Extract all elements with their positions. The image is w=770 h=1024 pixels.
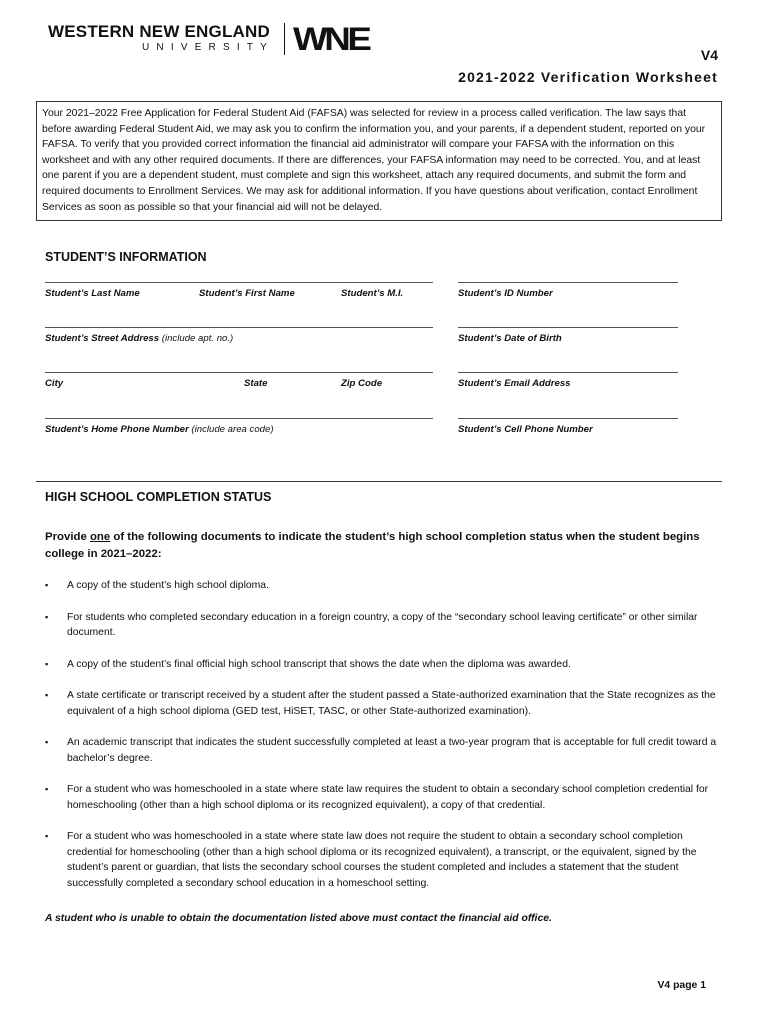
city-label: City bbox=[45, 378, 64, 389]
home-phone-label bbox=[45, 424, 274, 435]
street-address-note: (include apt. no.) bbox=[161, 333, 234, 344]
document-header bbox=[458, 46, 718, 86]
student-info-heading: STUDENT’S INFORMATION bbox=[45, 250, 207, 264]
document-title: 2021-2022 Verification Worksheet bbox=[458, 69, 718, 85]
version-label: V4 bbox=[700, 47, 718, 63]
home-phone-note: (include area code) bbox=[191, 424, 274, 435]
list-item-text: A state certificate or transcript received by a student after the student passed a State-authorized examination that the State recognizes as the equivalent of a high school diploma (GED test, HiSET, TASC, or other State-authorized examination). bbox=[67, 690, 716, 717]
logo-mark: WNE bbox=[293, 21, 369, 57]
document-options-list bbox=[45, 578, 725, 891]
email-label: Student’s Email Address bbox=[458, 378, 571, 389]
list-item-text: A copy of the student’s high school diploma. bbox=[67, 580, 269, 591]
list-item bbox=[45, 657, 725, 673]
first-name-label: Student’s First Name bbox=[199, 288, 295, 299]
id-number-field-line[interactable] bbox=[458, 282, 678, 283]
bullet-icon: ▪ bbox=[45, 737, 49, 747]
logo-line2: UNIVERSITY bbox=[142, 42, 275, 53]
list-item bbox=[45, 578, 725, 594]
list-item bbox=[45, 610, 725, 641]
list-item-text: A copy of the student’s final official high school transcript that shows the date when the diploma was awarded. bbox=[67, 658, 571, 670]
bullet-icon: ▪ bbox=[45, 611, 49, 622]
street-address-field-line[interactable] bbox=[45, 327, 433, 328]
intro-text-box: Your 2021–2022 Free Application for Federal Student Aid (FAFSA) was selected for review in a process called verification. The law says that before awarding Federal Student Aid, we may ask you to confirm the information you, and your parents, if a dependent student, reported on your FAFSA. To verify that you provided correct information the financial aid administrator will compare your FAFSA with the information on this worksheet and with any other required documents. If there are differences, your FAFSA information may need to be corrected. You, and at least one parent if you are a dependent student, must complete and sign this worksheet, attach any required documents, and submit the form and required documents to Enrollment Services. We may ask for additional information. If you have questions about verification, contact Enrollment Services as soon as possible so that your financial aid will not be delayed. bbox=[36, 101, 722, 221]
instr-pre: Provide bbox=[45, 531, 90, 543]
bullet-icon: ▪ bbox=[45, 831, 49, 841]
date-of-birth-label: Student’s Date of Birth bbox=[458, 333, 562, 344]
zip-code-label: Zip Code bbox=[341, 378, 383, 389]
list-item bbox=[45, 688, 725, 719]
city-state-zip-field-line[interactable] bbox=[45, 372, 433, 373]
list-item-text: For a student who was homeschooled in a state where state law does not require the student to obtain a secondary school completion credential for homeschooling (other than a high school diploma or its recognized equivalent), a transcript, or the equivalent, signed by the student’s parent or guardian, that lists the secondary school courses the student completed and includes a statement that the student successfully completed a secondary school education in a homeschool setting. bbox=[67, 831, 697, 889]
logo-wordmark bbox=[48, 23, 274, 55]
logo-line1: WESTERN NEW ENGLAND bbox=[48, 22, 270, 41]
last-name-label: Student’s Last Name bbox=[45, 288, 140, 299]
email-field-line[interactable] bbox=[458, 372, 678, 373]
section-divider bbox=[36, 481, 722, 482]
list-item-text: For a student who was homeschooled in a state where state law requires the student to obtain a secondary school completion credential for homeschooling (other than a high school diploma or its recognized equivalent), a copy of that credential. bbox=[67, 784, 709, 811]
middle-initial-label: Student’s M.I. bbox=[341, 288, 404, 299]
state-label: State bbox=[244, 378, 268, 389]
list-item-text: An academic transcript that indicates the student successfully completed at least a two-year program that is acceptable for full credit toward a bachelor’s degree. bbox=[67, 737, 717, 764]
bullet-icon: ▪ bbox=[45, 690, 49, 700]
bullet-icon: ▪ bbox=[45, 580, 49, 590]
cell-phone-label: Student’s Cell Phone Number bbox=[458, 424, 593, 435]
name-field-line[interactable] bbox=[45, 282, 433, 283]
page-number: V4 page 1 bbox=[657, 980, 706, 991]
instr-underline: one bbox=[89, 531, 111, 543]
logo-divider bbox=[284, 23, 285, 55]
instr-post: of the following documents to indicate the student’s high school completion status when the student begins college in 2021–2022: bbox=[45, 531, 700, 560]
hs-completion-heading: HIGH SCHOOL COMPLETION STATUS bbox=[45, 490, 272, 504]
home-phone-label-text: Student’s Home Phone Number bbox=[45, 424, 189, 435]
hs-instructions bbox=[45, 529, 725, 563]
cell-phone-field-line[interactable] bbox=[458, 418, 678, 419]
list-item bbox=[45, 782, 725, 813]
bullet-icon: ▪ bbox=[45, 784, 49, 794]
list-item bbox=[45, 829, 725, 891]
street-address-label-text: Student’s Street Address bbox=[45, 333, 160, 344]
closing-note: A student who is unable to obtain the documentation listed above must contact the financial aid office. bbox=[45, 913, 552, 924]
street-address-label bbox=[45, 333, 233, 344]
id-number-label: Student’s ID Number bbox=[458, 288, 553, 299]
bullet-icon: ▪ bbox=[45, 658, 49, 669]
list-item-text: For students who completed secondary education in a foreign country, a copy of the “secondary school leaving certificate” or other similar document. bbox=[67, 611, 698, 638]
home-phone-field-line[interactable] bbox=[45, 418, 433, 419]
date-of-birth-field-line[interactable] bbox=[458, 327, 678, 328]
list-item bbox=[45, 735, 725, 766]
university-logo bbox=[48, 21, 369, 57]
